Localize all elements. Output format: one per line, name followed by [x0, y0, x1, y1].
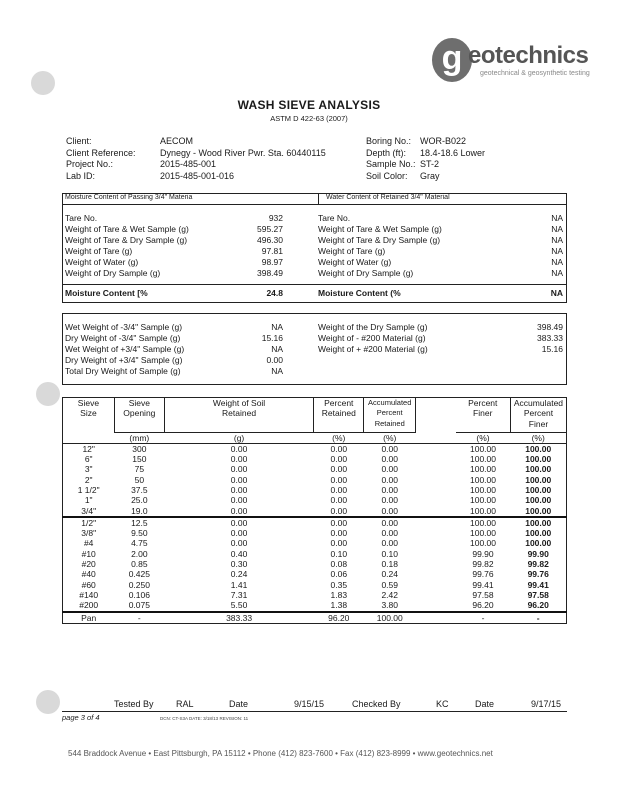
sieve-cell: 99.82	[472, 559, 494, 570]
units-cell: (%)	[314, 432, 364, 443]
weight-right-value: 398.49	[537, 322, 563, 332]
moisture-left-label: Tare No.	[65, 213, 98, 223]
weight-left-value: 15.16	[261, 333, 283, 343]
sieve-cell	[416, 549, 456, 559]
moisture-right-value: NA	[551, 213, 563, 223]
weight-left-value: NA	[271, 344, 283, 354]
sieve-row	[63, 506, 567, 517]
sieve-cell: 37.5	[131, 484, 148, 495]
sieve-cell: 2.00	[131, 548, 148, 559]
sieve-cell: 0.00	[381, 495, 398, 506]
sieve-cell: #140	[79, 589, 99, 600]
sieve-cell: 2.42	[381, 589, 398, 600]
moisture-left-value: 98.97	[261, 257, 283, 267]
weight-right-value: 15.16	[541, 344, 563, 354]
header-percent-retained	[314, 398, 364, 433]
sieve-cell	[416, 517, 456, 528]
sieve-cell: 300	[132, 443, 147, 454]
sieve-cell: 96.20	[527, 600, 549, 611]
sieve-cell: 100.00	[469, 517, 496, 528]
binder-hole-bottom	[36, 690, 60, 714]
header-text: Retained	[321, 408, 356, 419]
units-cell: (%)	[456, 432, 511, 443]
sieve-cell: 0.00	[381, 528, 398, 539]
sieve-lower-rows	[63, 517, 567, 612]
sieve-cell: 0.00	[330, 528, 348, 539]
sieve-cell: 0.06	[330, 569, 348, 580]
sieve-row	[63, 600, 567, 611]
header-text: Finer	[473, 408, 493, 419]
pan-cell: Pan	[81, 612, 97, 623]
sieve-cell: 100.00	[525, 517, 552, 528]
sieve-cell: 75	[134, 464, 145, 475]
sieve-row	[63, 517, 567, 528]
report-standard: ASTM D 422-63 (2007)	[270, 114, 348, 123]
sieve-cell: 5.50	[230, 600, 248, 611]
sieve-cell: 0.00	[230, 464, 248, 475]
sieve-cell: 0.00	[330, 538, 348, 549]
sieve-cell: 0.00	[381, 517, 398, 528]
moisture-left-label: Weight of Tare & Wet Sample (g)	[65, 224, 189, 234]
sieve-cell: 100.00	[525, 495, 552, 506]
sieve-cell: 0.00	[230, 495, 248, 506]
info-value: 2015-485-001	[160, 159, 217, 169]
sieve-cell: 0.00	[230, 517, 248, 528]
moisture-right-label: Weight of Tare & Wet Sample (g)	[318, 224, 442, 234]
weight-left-label: Wet Weight of +3/4" Sample (g)	[65, 344, 185, 354]
page-number: page 3 of 4	[62, 713, 100, 722]
sieve-cell: 25.0	[131, 495, 148, 506]
sieve-cell: 0.00	[230, 505, 248, 516]
sieve-row	[63, 464, 567, 474]
checked-by-label: Checked By	[352, 699, 401, 709]
sieve-cell: 0.24	[381, 569, 398, 580]
moisture-header-divider	[318, 194, 319, 204]
info-value: Gray	[420, 170, 440, 181]
sieve-cell: 9.50	[131, 528, 148, 539]
sieve-cell: 0.425	[128, 569, 150, 580]
tested-by-value: RAL	[176, 699, 194, 709]
sieve-row	[63, 485, 567, 495]
moisture-left-value: 932	[268, 213, 283, 223]
sieve-cell: 0.00	[330, 474, 348, 485]
sieve-cell: 6"	[84, 454, 93, 465]
pan-cell: -	[481, 612, 485, 623]
sieve-cell: 100.00	[525, 454, 552, 465]
info-label: Client Reference:	[66, 147, 136, 158]
moisture-right-value: NA	[551, 268, 563, 278]
sieve-cell: 12"	[82, 443, 95, 454]
info-label: Client:	[66, 136, 92, 146]
sieve-table	[62, 397, 567, 624]
sieve-row	[63, 454, 567, 464]
moisture-right-header: Water Content of Retained 3/4" Material	[326, 194, 450, 201]
weight-right-label: Weight of + #200 Material (g)	[318, 344, 428, 354]
sieve-cell: 0.30	[230, 559, 248, 570]
sieve-cell: 12.5	[131, 517, 148, 528]
header-text: Weight of Soil	[212, 398, 266, 408]
pan-cell: 383.33	[226, 612, 253, 623]
header-text: Percent	[468, 398, 498, 408]
pan-cell	[416, 612, 456, 624]
sieve-cell: 0.00	[230, 484, 248, 495]
checked-date-value: 9/17/15	[531, 699, 562, 709]
sieve-cell: 99.41	[527, 579, 549, 590]
weight-right-label: Weight of - #200 Material (g)	[318, 333, 426, 343]
sieve-cell: 0.40	[230, 548, 248, 559]
sieve-cell: 0.85	[131, 559, 148, 570]
units-cell	[63, 432, 115, 443]
sieve-cell: 100.00	[469, 505, 496, 516]
moisture-right-label: Weight of Tare (g)	[318, 246, 386, 256]
header-accumulated-retained	[364, 398, 416, 433]
sieve-row	[63, 528, 567, 538]
sieve-cell: 100.00	[525, 474, 552, 485]
info-label: Depth (ft):	[366, 147, 407, 158]
units-cell: (%)	[364, 432, 416, 443]
sieve-cell: 0.00	[330, 454, 348, 465]
sieve-cell: 0.10	[381, 548, 398, 559]
sieve-cell: 0.00	[381, 474, 398, 485]
sieve-header-row	[63, 398, 567, 433]
client-info-values	[160, 136, 326, 182]
sieve-cell: 4.75	[131, 538, 148, 549]
sieve-cell: 100.00	[525, 464, 552, 475]
info-label: Project No.:	[66, 159, 114, 169]
moisture-left-result-label: Moisture Content [%	[65, 288, 148, 298]
sieve-cell	[416, 443, 456, 454]
sieve-cell: 99.82	[527, 559, 549, 570]
sieve-cell: 1"	[84, 495, 93, 506]
header-text: Percent	[324, 398, 354, 408]
sieve-cell: 0.106	[128, 589, 150, 600]
sieve-cell: 0.00	[330, 495, 348, 506]
sieve-pan-rows	[63, 612, 567, 624]
document-code: DCN: CT-S3A DATE: 3/18/13 REVISION: 11	[160, 716, 249, 721]
sieve-cell: 0.00	[230, 538, 248, 549]
sieve-cell	[416, 485, 456, 495]
sieve-cell	[416, 600, 456, 611]
sieve-cell: 1.83	[330, 589, 348, 600]
header-accumulated-finer	[510, 398, 566, 433]
company-address: 544 Braddock Avenue • East Pittsburgh, PA 15112 • Phone (412) 823-7600 • Fax (412) 823-8999 • www.geotechnics.net	[68, 749, 493, 758]
sieve-cell: 0.250	[128, 579, 150, 590]
sieve-cell	[416, 495, 456, 505]
sieve-cell: 100.00	[469, 484, 496, 495]
header-blank	[416, 398, 456, 433]
sieve-cell: 99.90	[472, 548, 494, 559]
sieve-cell: #60	[81, 579, 96, 590]
pan-cell: -	[137, 612, 141, 623]
sieve-cell: #10	[81, 548, 96, 559]
moisture-left-value: 398.49	[257, 268, 283, 278]
header-text: Percent	[523, 408, 554, 419]
sieve-cell: 97.58	[527, 589, 549, 600]
moisture-header-rule	[63, 204, 566, 205]
header-text: Percent	[376, 408, 403, 418]
sieve-cell: 100.00	[469, 495, 496, 506]
info-value: WOR-B022	[420, 136, 467, 146]
units-cell	[416, 432, 456, 443]
sieve-cell: 0.00	[330, 484, 348, 495]
sieve-cell: 100.00	[469, 528, 496, 539]
weight-left-label: Dry Weight of -3/4" Sample (g)	[65, 333, 181, 343]
sieve-cell	[416, 590, 456, 600]
sieve-cell	[416, 506, 456, 517]
sieve-cell: 2"	[84, 474, 93, 485]
info-value: AECOM	[160, 136, 194, 146]
sieve-row	[63, 580, 567, 590]
sieve-cell: 97.58	[472, 589, 494, 600]
sieve-row	[63, 495, 567, 505]
boring-info-values	[420, 136, 485, 182]
sieve-row	[63, 559, 567, 569]
sieve-cell	[416, 454, 456, 464]
sieve-cell: 0.00	[230, 443, 248, 454]
sieve-cell: 1 1/2"	[77, 484, 100, 495]
moisture-left-label: Weight of Dry Sample (g)	[65, 268, 161, 278]
sieve-cell: 0.00	[381, 505, 398, 516]
header-text: Accumulated	[368, 398, 412, 407]
sieve-cell: 0.35	[330, 579, 348, 590]
units-cell: (mm)	[114, 432, 164, 443]
sieve-cell: 99.76	[527, 569, 549, 580]
header-text: Opening	[123, 408, 156, 419]
sieve-row	[63, 549, 567, 559]
info-label: Sample No.:	[366, 159, 416, 169]
header-text: Sieve	[128, 398, 150, 408]
sieve-cell: 100.00	[469, 443, 496, 454]
info-value: Dynegy - Wood River Pwr. Sta. 60440115	[160, 147, 326, 158]
sieve-cell: 1.38	[330, 600, 348, 611]
sieve-cell: 19.0	[131, 505, 148, 516]
sieve-upper-rows	[63, 443, 567, 517]
moisture-right-value: NA	[551, 246, 563, 256]
sieve-cell: 0.00	[330, 505, 348, 516]
sieve-cell: 0.00	[330, 443, 348, 454]
sieve-cell	[416, 580, 456, 590]
weight-left-label: Dry Weight of +3/4" Sample (g)	[65, 355, 183, 365]
logo-letter: g	[432, 38, 472, 82]
sieve-cell	[416, 569, 456, 579]
sieve-cell: 0.59	[381, 579, 398, 590]
sieve-cell: 99.41	[472, 579, 494, 590]
sieve-cell: 100.00	[525, 505, 552, 516]
sieve-cell: 0.08	[330, 559, 348, 570]
info-value: ST-2	[420, 159, 440, 169]
pan-cell: -	[536, 612, 540, 623]
sieve-cell: 0.00	[381, 484, 398, 495]
moisture-left-label: Weight of Tare (g)	[65, 246, 133, 256]
moisture-right-value: NA	[551, 235, 563, 245]
header-text: Size	[80, 408, 97, 419]
sieve-cell: 100.00	[525, 538, 552, 549]
sieve-row	[63, 538, 567, 548]
tested-by-label: Tested By	[114, 699, 154, 709]
client-info-labels	[66, 136, 136, 182]
info-value: 18.4-18.6 Lower	[420, 147, 486, 158]
sieve-cell: 0.00	[381, 538, 398, 549]
geotechnics-logo	[432, 38, 590, 86]
tested-date-value: 9/15/15	[294, 699, 325, 709]
sieve-cell: 3/4"	[81, 505, 97, 516]
pan-cell: 100.00	[376, 612, 403, 623]
sieve-row	[63, 443, 567, 454]
header-text: Retained	[222, 408, 257, 419]
moisture-left-value: 97.81	[261, 246, 283, 256]
sieve-cell: 100.00	[469, 538, 496, 549]
weight-right-value: 383.33	[537, 333, 563, 343]
header-text: Sieve	[77, 398, 100, 408]
logo-word: eotechnics	[468, 42, 589, 69]
moisture-left-result-value: 24.8	[266, 288, 283, 298]
sieve-cell	[416, 464, 456, 474]
sieve-cell: 100.00	[525, 528, 552, 539]
sieve-cell: 7.31	[230, 589, 248, 600]
weight-left-label: Wet Weight of -3/4" Sample (g)	[65, 322, 183, 332]
binder-hole-top	[31, 71, 55, 95]
sieve-cell: 0.18	[381, 559, 398, 570]
logo-tagline: geotechnical & geosynthetic testing	[480, 70, 590, 77]
moisture-right-result-value: NA	[550, 288, 563, 298]
sieve-cell: 0.00	[381, 464, 398, 475]
moisture-right-label: Tare No.	[318, 213, 351, 223]
sieve-cell: 1/2"	[81, 517, 97, 528]
sieve-cell: 3.80	[381, 600, 398, 611]
sieve-cell: 3"	[84, 464, 93, 475]
moisture-left-label: Weight of Water (g)	[65, 257, 139, 267]
sieve-cell: 50	[134, 474, 145, 485]
report-title: WASH SIEVE ANALYSIS	[237, 98, 381, 112]
sieve-cell	[416, 559, 456, 569]
sieve-cell	[416, 475, 456, 485]
sieve-cell: 0.00	[381, 443, 398, 454]
header-text: Retained	[374, 418, 405, 428]
sieve-cell: 99.90	[527, 548, 549, 559]
sieve-cell: 100.00	[469, 474, 496, 485]
weight-left-value: NA	[271, 366, 283, 376]
sieve-cell: 0.00	[230, 474, 248, 485]
sieve-cell: #200	[79, 600, 99, 611]
header-percent-finer	[456, 398, 511, 433]
sieve-cell: 0.00	[330, 517, 348, 528]
sieve-cell: 0.00	[230, 528, 248, 539]
header-text: Finer	[528, 418, 549, 429]
pan-cell: 96.20	[328, 612, 350, 623]
moisture-left-label: Weight of Tare & Dry Sample (g)	[65, 235, 188, 245]
moisture-right-label: Weight of Tare & Dry Sample (g)	[318, 235, 441, 245]
units-cell: (%)	[510, 432, 566, 443]
sieve-cell: #4	[83, 538, 94, 549]
checked-by-value: KC	[436, 699, 449, 709]
sieve-row	[63, 590, 567, 600]
sieve-cell: 1.41	[230, 579, 248, 590]
header-sieve-opening	[114, 398, 164, 433]
info-value: 2015-485-001-016	[160, 170, 235, 181]
pan-row	[63, 612, 567, 624]
weight-left-value: 0.00	[266, 355, 283, 365]
sieve-cell: 100.00	[525, 443, 552, 454]
sieve-cell: 0.00	[230, 454, 248, 465]
weight-right-label: Weight of the Dry Sample (g)	[318, 322, 428, 332]
header-sieve-size	[63, 398, 115, 433]
sieve-cell: 96.20	[472, 600, 494, 611]
header-weight-retained	[164, 398, 314, 433]
sieve-cell: 150	[132, 454, 147, 465]
info-label: Boring No.:	[366, 136, 412, 146]
moisture-result-rule	[63, 284, 566, 285]
boring-info-labels	[366, 136, 416, 182]
sieve-cell: 100.00	[469, 464, 496, 475]
sieve-cell: #20	[81, 559, 96, 570]
sieve-cell: 0.00	[330, 464, 348, 475]
sieve-cell: 3/8"	[81, 528, 97, 539]
sieve-cell: 0.10	[330, 548, 348, 559]
sieve-cell: 100.00	[469, 454, 496, 465]
moisture-left-value: 496.30	[257, 235, 283, 245]
header-text: Accumulated	[513, 398, 564, 408]
sieve-cell	[416, 538, 456, 548]
sieve-row	[63, 475, 567, 485]
binder-hole-middle	[36, 382, 60, 406]
sample-weights-box	[62, 313, 567, 385]
weight-left-value: NA	[271, 322, 283, 332]
sieve-cell: 0.00	[381, 454, 398, 465]
moisture-right-value: NA	[551, 224, 563, 234]
footer-rule	[62, 711, 567, 712]
sieve-cell	[416, 528, 456, 538]
units-row	[63, 432, 567, 443]
moisture-right-label: Weight of Dry Sample (g)	[318, 268, 414, 278]
moisture-left-header: Moisture Content of Passing 3/4" Materia	[65, 194, 193, 201]
info-label: Soil Color:	[366, 170, 408, 181]
checked-date-label: Date	[475, 699, 495, 709]
sieve-row	[63, 569, 567, 579]
moisture-right-label: Weight of Water (g)	[318, 257, 392, 267]
sieve-cell: 0.24	[230, 569, 248, 580]
sieve-cell: 100.00	[525, 484, 552, 495]
units-cell: (g)	[164, 432, 314, 443]
moisture-right-result-label: Moisture Content (%	[318, 288, 401, 298]
moisture-left-value: 595.27	[257, 224, 283, 234]
sieve-cell: 99.76	[472, 569, 494, 580]
moisture-content-box	[62, 193, 567, 303]
sieve-cell: 0.075	[128, 600, 150, 611]
tested-date-label: Date	[229, 699, 249, 709]
weight-left-label: Total Dry Weight of Sample (g)	[65, 366, 181, 376]
moisture-right-value: NA	[551, 257, 563, 267]
info-label: Lab ID:	[66, 170, 96, 181]
sieve-cell: #40	[81, 569, 96, 580]
